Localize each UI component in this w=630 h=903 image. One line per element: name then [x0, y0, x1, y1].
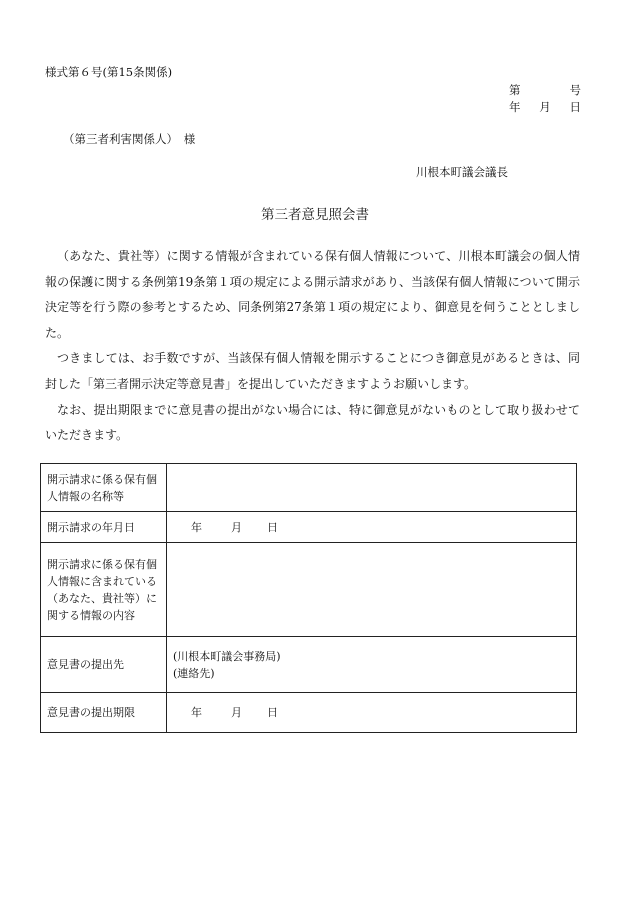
table-row [41, 543, 577, 637]
date-day: 日 [267, 520, 278, 534]
row-label: 開示請求の年月日 [41, 512, 167, 543]
info-table [40, 463, 577, 733]
body-paragraph: （あなた、貴社等）に関する情報が含まれている保有個人情報について、川根本町議会の個人情報の保護に関する条例第19条第１項の規定による開示請求があり、当該保有個人情報について開示決定等を行う際の参考とするため、同条例第27条第１項の規定により、御意見を伺うこととしました。 [45, 249, 580, 340]
date-month: 月 [231, 706, 242, 719]
form-number: 様式第６号(第15条関係) [45, 65, 173, 79]
date-year: 年 [191, 520, 202, 534]
row-label: 開示請求に係る保有個人情報の名称等 [41, 464, 167, 512]
doc-no-suffix: 号 [569, 83, 581, 97]
table-row [41, 637, 577, 693]
issue-date-day: 日 [569, 100, 581, 114]
table-row [41, 464, 577, 512]
row-value [167, 543, 577, 637]
request-date-value [167, 512, 577, 543]
body-paragraph: なお、提出期限までに意見書の提出がない場合には、特に御意見がないものとして取り扱わせていただきます。 [45, 402, 580, 443]
document-number [509, 82, 581, 99]
body-paragraph: つきましては、お手数ですが、当該保有個人情報を開示することにつき御意見があるときは、同封した「第三者開示決定等意見書」を提出していただきますようお願いします。 [45, 351, 580, 391]
submission-destination-value [167, 637, 577, 693]
addressee: （第三者利害関係人） 様 [63, 132, 196, 146]
deadline-date-value [167, 693, 577, 733]
date-day: 日 [267, 706, 278, 719]
sender: 川根本町議会議長 [416, 165, 508, 179]
date-month: 月 [231, 520, 242, 534]
row-label: 意見書の提出先 [41, 637, 167, 693]
document-title: 第三者意見照会書 [261, 207, 369, 223]
contact-line: (連絡先) [173, 666, 215, 680]
date-year: 年 [191, 706, 202, 719]
row-label: 意見書の提出期限 [41, 693, 167, 733]
destination-line: (川根本町議会事務局) [173, 649, 281, 663]
body-text [45, 244, 580, 449]
table-row [41, 693, 577, 733]
issue-date-month: 月 [539, 100, 551, 114]
row-label: 開示請求に係る保有個人情報に含まれている（あなた、貴社等）に関する情報の内容 [41, 543, 167, 637]
issue-date-year: 年 [509, 100, 521, 114]
issue-date [509, 99, 581, 115]
row-value [167, 464, 577, 512]
doc-no-prefix: 第 [509, 83, 521, 97]
table-row [41, 512, 577, 543]
